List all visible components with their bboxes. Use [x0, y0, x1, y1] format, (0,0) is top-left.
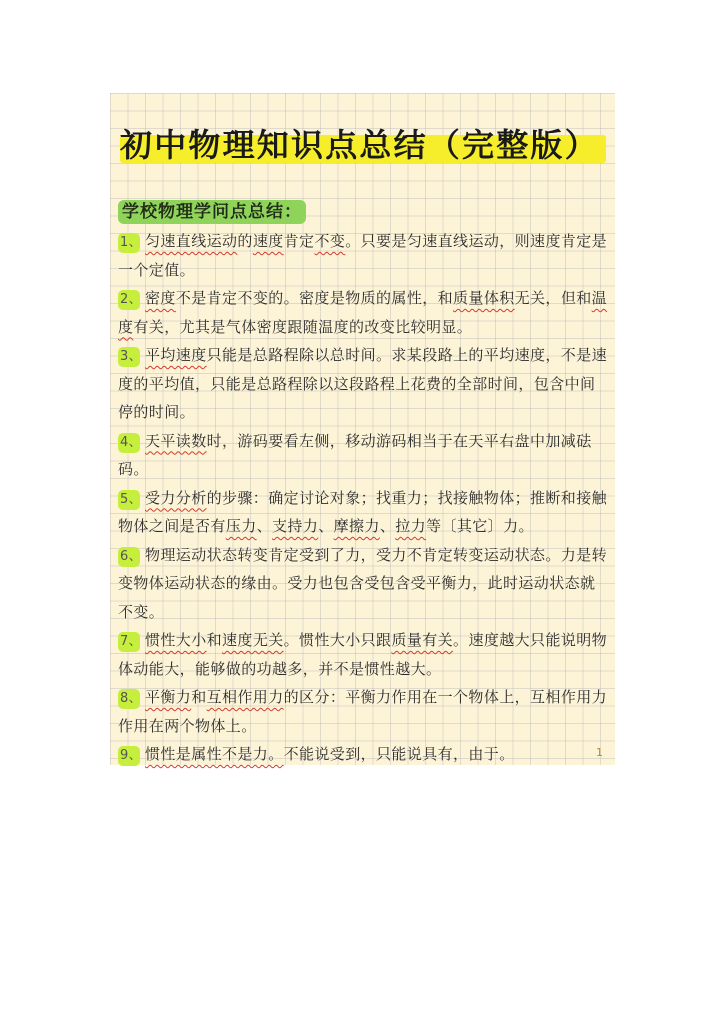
item-text: 等〔其它〕力。 [426, 517, 534, 535]
underlined-keyword: 平衡力 [145, 688, 192, 706]
underlined-keyword: 平均速度 [145, 346, 207, 364]
underlined-keyword: 不变 [314, 232, 346, 250]
page-title: 初中物理知识点总结（完整版） [120, 126, 599, 164]
underlined-keyword: 互相作用力 [206, 688, 284, 706]
item-text: 有关，尤其是气体密度跟随温度的改变比较明显。 [133, 317, 473, 336]
underlined-keyword: 密度 [145, 289, 176, 307]
item-number: 6、 [118, 547, 140, 567]
item-text: 。惯性大小只跟 [283, 631, 392, 649]
item-number: 3、 [118, 347, 140, 367]
underlined-keyword: 质量体积 [453, 289, 515, 307]
item-text: 和 [191, 688, 207, 706]
underlined-keyword: 质量有关 [391, 631, 454, 649]
item-text: 、 [256, 517, 273, 535]
underlined-keyword: 温度 [118, 289, 608, 336]
section-heading: 学校物理学问点总结： [118, 200, 306, 224]
list-item [118, 227, 610, 284]
item-number: 1、 [118, 233, 140, 253]
item-text: 、 [318, 517, 334, 535]
item-text: 的步骤：确定讨论对象；找重力；找接触物体；推断和接触物体之间是否有 [118, 488, 608, 535]
underlined-keyword: 压力 [225, 517, 257, 535]
item-text: 物理运动状态转变肯定受到了力，受力不肯定转变运动状态。力是转变物体运动状态的缘由。受力也包含受包含受平衡力，此时运动状态就不变。 [118, 545, 608, 621]
title-block [120, 121, 606, 164]
page-number: 1 [596, 746, 603, 759]
item-number: 8、 [118, 689, 140, 709]
underlined-keyword: 拉力 [395, 517, 427, 535]
underlined-keyword: 匀速直线运动 [145, 232, 238, 250]
note-page [110, 93, 615, 765]
list-item [118, 484, 610, 541]
underlined-keyword: 惯性是属性不是力。 [145, 745, 284, 763]
underlined-keyword: 受力分析 [145, 488, 207, 507]
underlined-keyword: 天平读数 [145, 431, 207, 450]
list-item [118, 740, 610, 769]
item-number: 2、 [118, 290, 140, 310]
list-item [118, 541, 610, 627]
item-text: 和 [206, 631, 223, 649]
underlined-keyword: 支持力 [272, 517, 319, 535]
item-number: 7、 [118, 632, 140, 652]
item-text: 的 [237, 232, 253, 250]
underlined-keyword: 速度 [252, 232, 284, 250]
item-number: 4、 [118, 433, 140, 453]
item-text: 。只要是匀速直线运动，则速度肯定是一个定值。 [118, 232, 608, 279]
item-text: 不是肯定不变的。密度是物质的属性，和 [175, 289, 454, 307]
list-item [118, 626, 610, 683]
item-text: 。速度越大只能说明物体动能大，能够做的功越多，并不是惯性越大。 [118, 631, 608, 678]
knowledge-list [118, 227, 610, 769]
underlined-keyword: 惯性大小 [145, 631, 207, 649]
item-number: 9、 [118, 746, 140, 766]
item-text: 、 [379, 517, 396, 535]
item-text: 时，游码要看左侧，移动游码相当于在天平右盘中加减砝码。 [118, 431, 592, 478]
underlined-keyword: 速度无关 [222, 631, 284, 649]
underlined-keyword: 摩擦力 [333, 517, 380, 535]
item-text: 无关，但和 [514, 289, 592, 307]
list-item [118, 683, 610, 740]
list-item [118, 284, 610, 341]
item-text: 肯定 [283, 232, 315, 250]
item-text: 的区分：平衡力作用在一个物体上，互相作用力作用在两个物体上。 [118, 688, 608, 735]
item-text: 只能是总路程除以总时间。求某段路上的平均速度，不是速度的平均值，只能是总路程除以这段路程上花费的全部时间，包含中间停的时间。 [118, 346, 608, 421]
list-item [118, 341, 610, 427]
item-text: 不能说受到，只能说具有，由于。 [283, 745, 515, 763]
list-item [118, 427, 610, 484]
item-number: 5、 [118, 490, 140, 510]
